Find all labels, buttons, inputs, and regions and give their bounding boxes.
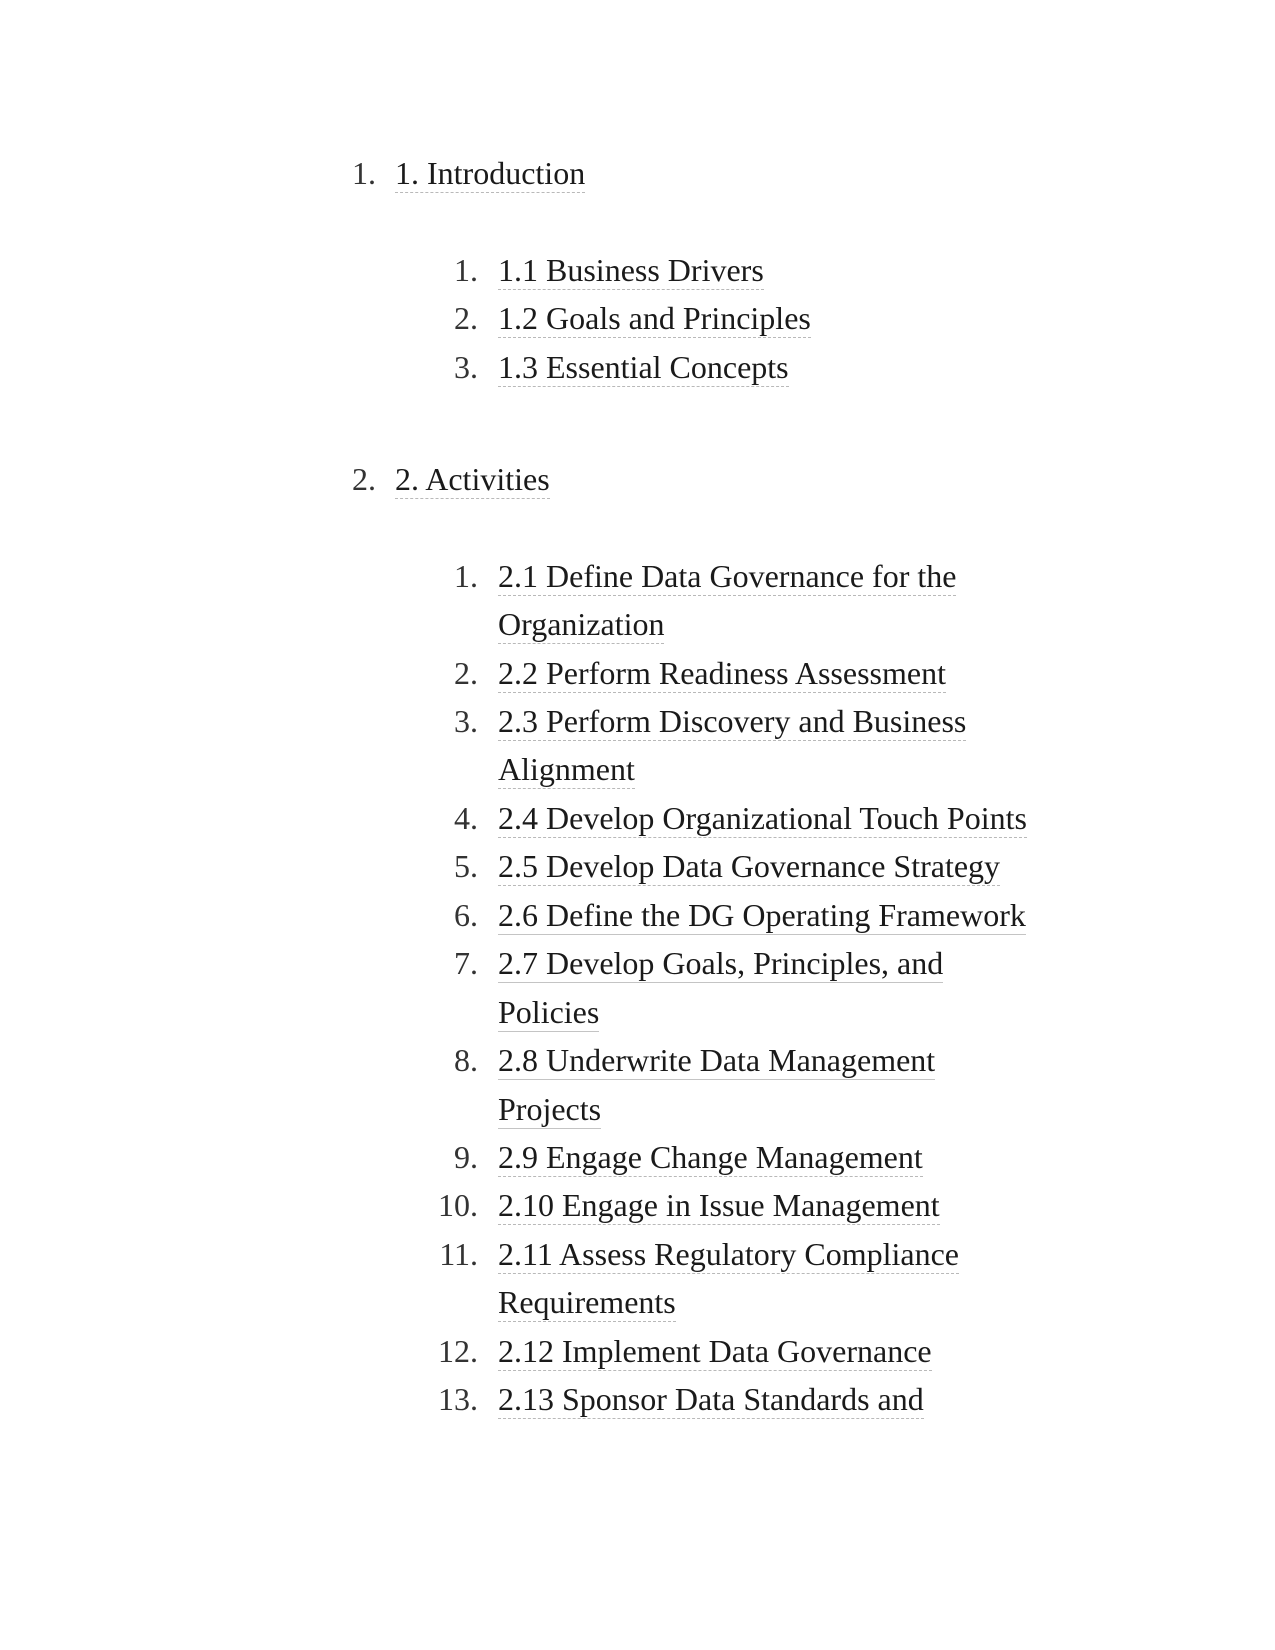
list-number: 5.	[454, 848, 478, 884]
list-number: 2.	[454, 300, 478, 336]
toc-item-2-5	[0, 841, 1275, 891]
list-number: 3.	[454, 349, 478, 385]
toc-link-label: 2.13 Sponsor Data Standards and	[498, 1381, 924, 1417]
toc-link-regulatory-compliance[interactable]	[498, 1229, 959, 1279]
toc-link-label: 2.8 Underwrite Data Management	[498, 1042, 936, 1078]
toc-link-define-data-governance-cont[interactable]	[498, 599, 664, 649]
toc-link-label: 1. Introduction	[395, 155, 586, 191]
toc-link-activities[interactable]	[395, 454, 550, 504]
toc-link-label: 1.2 Goals and Principles	[498, 300, 811, 336]
toc-link-label: 2.1 Define Data Governance for the	[498, 558, 957, 594]
toc-link-label: 2.7 Develop Goals, Principles, and	[498, 945, 944, 981]
toc-link-goals-principles-policies-cont[interactable]	[498, 987, 599, 1037]
toc-link-sponsor-data-standards[interactable]	[498, 1374, 924, 1424]
list-number: 13.	[438, 1381, 478, 1417]
toc-link-label: Alignment	[498, 751, 635, 787]
toc-link-label: 2.3 Perform Discovery and Business	[498, 703, 967, 739]
toc-item-2-9	[0, 1132, 1275, 1182]
toc-link-operating-framework[interactable]	[498, 890, 1026, 940]
toc-link-label: 2.11 Assess Regulatory Compliance	[498, 1236, 959, 1272]
toc-item-2-8	[0, 1035, 1275, 1085]
toc-link-goals-and-principles[interactable]	[498, 293, 811, 343]
toc-link-label: Organization	[498, 606, 665, 642]
toc-section-2	[0, 454, 1275, 504]
toc-link-label: 2. Activities	[395, 461, 550, 497]
list-number: 1.	[352, 155, 376, 191]
list-number: 10.	[438, 1187, 478, 1223]
list-number: 11.	[439, 1236, 478, 1272]
toc-item-1-3	[0, 342, 1275, 392]
toc-link-readiness-assessment[interactable]	[498, 648, 946, 698]
list-number: 1.	[454, 252, 478, 288]
toc-item-2-2	[0, 648, 1275, 698]
toc-item-2-13	[0, 1374, 1275, 1424]
list-number: 7.	[454, 945, 478, 981]
toc-link-label: 1.3 Essential Concepts	[498, 349, 789, 385]
list-number: 9.	[454, 1139, 478, 1175]
toc-link-label: 2.5 Develop Data Governance Strategy	[498, 848, 1001, 884]
toc-link-label: Requirements	[498, 1284, 676, 1320]
toc-section-1	[0, 148, 1275, 198]
list-number: 4.	[454, 800, 478, 836]
list-number: 3.	[454, 703, 478, 739]
toc-link-issue-management[interactable]	[498, 1180, 940, 1230]
toc-link-label: Projects	[498, 1091, 602, 1127]
toc-link-governance-strategy[interactable]	[498, 841, 1000, 891]
list-number: 6.	[454, 897, 478, 933]
toc-link-regulatory-compliance-cont[interactable]	[498, 1277, 676, 1327]
toc-link-label: Policies	[498, 994, 600, 1030]
toc-link-define-data-governance[interactable]	[498, 551, 956, 601]
toc-link-label: 2.6 Define the DG Operating Framework	[498, 897, 1026, 933]
toc-link-underwrite-projects[interactable]	[498, 1035, 935, 1085]
toc-item-2-10	[0, 1180, 1275, 1230]
toc-item-2-12	[0, 1326, 1275, 1376]
toc-link-business-drivers[interactable]	[498, 245, 764, 295]
toc-link-underwrite-projects-cont[interactable]	[498, 1084, 601, 1134]
list-number: 2.	[454, 655, 478, 691]
list-number: 2.	[352, 461, 376, 497]
toc-link-introduction[interactable]	[395, 148, 585, 198]
toc-link-label: 2.10 Engage in Issue Management	[498, 1187, 940, 1223]
toc-link-discovery-business-alignment[interactable]	[498, 696, 966, 746]
toc-link-organizational-touch-points[interactable]	[498, 793, 1027, 843]
toc-link-discovery-business-alignment-cont[interactable]	[498, 744, 635, 794]
toc-link-implement-governance[interactable]	[498, 1326, 932, 1376]
toc-link-label: 1.1 Business Drivers	[498, 252, 764, 288]
list-number: 8.	[454, 1042, 478, 1078]
toc-link-label: 2.9 Engage Change Management	[498, 1139, 923, 1175]
toc-item-2-4	[0, 793, 1275, 843]
toc-link-change-management[interactable]	[498, 1132, 923, 1182]
toc-link-essential-concepts[interactable]	[498, 342, 789, 392]
toc-link-label: 2.4 Develop Organizational Touch Points	[498, 800, 1027, 836]
toc-link-label: 2.2 Perform Readiness Assessment	[498, 655, 946, 691]
toc-item-2-3	[0, 696, 1275, 746]
toc-item-1-1	[0, 245, 1275, 295]
toc-item-2-6	[0, 890, 1275, 940]
toc-link-goals-principles-policies[interactable]	[498, 938, 943, 988]
toc-item-1-2	[0, 293, 1275, 343]
toc-item-2-7	[0, 938, 1275, 988]
toc-item-2-1	[0, 551, 1275, 601]
toc-link-label: 2.12 Implement Data Governance	[498, 1333, 932, 1369]
list-number: 1.	[454, 558, 478, 594]
toc-item-2-11	[0, 1229, 1275, 1279]
list-number: 12.	[438, 1333, 478, 1369]
